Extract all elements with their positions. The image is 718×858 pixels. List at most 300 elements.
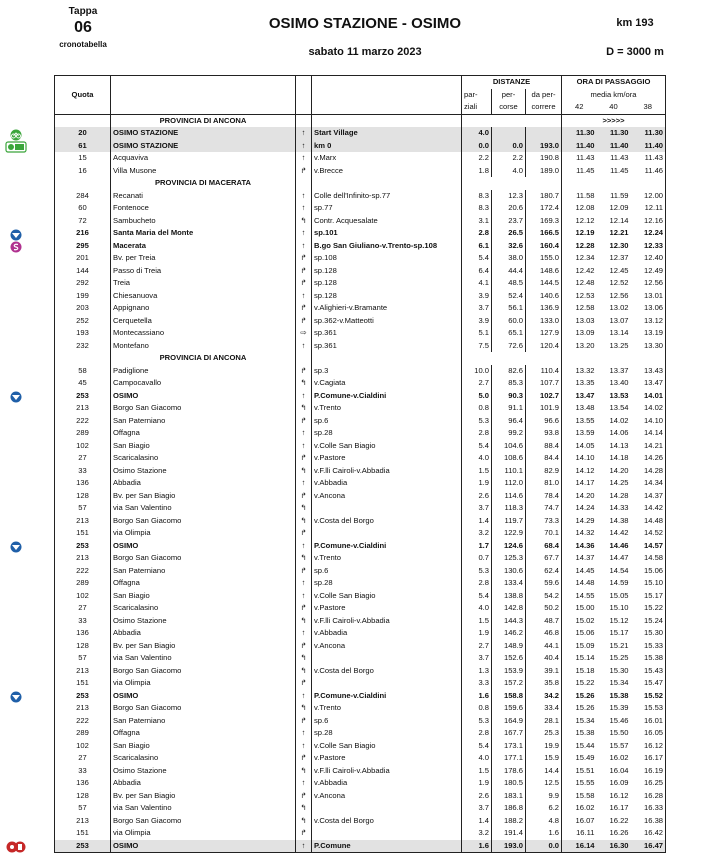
partial-km-cell: 1.4	[478, 815, 489, 825]
timetable-body	[55, 114, 666, 853]
remaining-km-cell: 120.4	[526, 340, 562, 353]
partial-km-cell: 3.2	[478, 828, 489, 838]
time-38-cell: 16.38	[631, 815, 666, 828]
time-40-cell: 15.39	[609, 703, 629, 713]
road-cell: sp.362-v.Matteotti	[312, 315, 462, 328]
direction-cell	[296, 177, 312, 190]
header-cell	[55, 76, 111, 89]
partial-km-cell: 2.2	[478, 153, 489, 163]
partial-km-cell: 1.7	[478, 540, 489, 550]
partial-km-cell: 1.6	[462, 840, 492, 853]
covered-km-cell: 177.1	[492, 752, 526, 765]
place-cell: via Olimpia	[111, 677, 296, 690]
place-cell: Abbadia	[111, 627, 296, 640]
table-row	[55, 752, 666, 765]
time-42-cell: 11.40	[562, 140, 597, 153]
table-row	[55, 602, 666, 615]
time-42-cell: 11.43	[562, 152, 597, 165]
time-42-cell: 14.20	[562, 490, 597, 503]
time-42-cell: 15.09	[562, 640, 597, 653]
road-cell: v.Pastore	[312, 752, 462, 765]
time-38-cell: 13.01	[631, 290, 666, 303]
road-cell	[312, 502, 462, 515]
time-38-cell: 11.30	[631, 127, 666, 140]
time-40-cell: 12.21	[609, 228, 629, 238]
time-40-cell: 14.18	[609, 453, 629, 463]
table-row	[55, 515, 666, 528]
time-42-cell: 12.34	[562, 252, 597, 265]
remaining-km-cell: 4.8	[526, 815, 562, 828]
quota-cell	[55, 114, 111, 127]
place-cell: Scaricalasino	[111, 602, 296, 615]
table-row	[55, 390, 666, 403]
direction-cell: ↰	[296, 502, 312, 515]
direction-cell: ↱	[296, 252, 312, 265]
time-40-cell: 13.54	[609, 403, 629, 413]
covered-km-cell: 144.3	[492, 615, 526, 628]
table-row	[55, 790, 666, 803]
direction-cell: ↑	[296, 590, 312, 603]
page-header	[0, 0, 718, 76]
place-cell: Borgo San Giacomo	[111, 515, 296, 528]
place-cell: Scaricalasino	[111, 752, 296, 765]
covered-km-cell: 119.7	[492, 515, 526, 528]
table-row	[55, 252, 666, 265]
remaining-km-cell: 166.5	[526, 227, 562, 240]
partial-km-cell: 5.4	[478, 440, 489, 450]
quota-cell: 222	[55, 715, 111, 728]
partial-km-cell: 2.8	[478, 578, 489, 588]
partial-km-cell: 5.4	[478, 253, 489, 263]
place-cell: Osimo Stazione	[111, 615, 296, 628]
direction-cell: ↑	[296, 477, 312, 490]
direction-cell: ↰	[296, 465, 312, 478]
partial-km-cell: 5.1	[478, 328, 489, 338]
partial-km-cell: 3.7	[478, 503, 489, 513]
quota-cell: 289	[55, 577, 111, 590]
road-cell: sp.361	[312, 327, 462, 340]
partial-km-cell: 5.3	[478, 565, 489, 575]
distance-cell	[462, 114, 562, 127]
time-38-cell: 14.28	[631, 465, 666, 478]
time-38-cell: 12.11	[631, 202, 666, 215]
quota-cell: 289	[55, 427, 111, 440]
table-row	[55, 290, 666, 303]
partial-km-cell: 5.4	[478, 740, 489, 750]
timetable	[54, 75, 666, 853]
quota-cell: 102	[55, 590, 111, 603]
table-row	[55, 202, 666, 215]
time-42-cell: 16.14	[562, 840, 597, 853]
remaining-km-cell: 190.8	[526, 152, 562, 165]
col-percorse-1: per-	[492, 89, 526, 102]
covered-km-cell: 96.4	[492, 415, 526, 428]
time-42-cell: 12.53	[562, 290, 597, 303]
quota-cell: 151	[55, 527, 111, 540]
road-cell: v.Colle San Biagio	[312, 590, 462, 603]
partial-km-cell: 1.9	[478, 478, 489, 488]
direction-cell: ↰	[296, 215, 312, 228]
quota-cell	[55, 177, 111, 190]
time-38-cell: 14.48	[631, 515, 666, 528]
remaining-km-cell: 155.0	[526, 252, 562, 265]
place-cell: via San Valentino	[111, 652, 296, 665]
time-40-cell: 13.02	[609, 303, 629, 313]
quota-cell: 292	[55, 277, 111, 290]
time-42-cell: 14.24	[562, 502, 597, 515]
partial-km-cell: 2.8	[478, 728, 489, 738]
remaining-km-cell: 74.7	[526, 502, 562, 515]
direction-arrows	[562, 352, 666, 365]
place-cell: Bv. per San Biagio	[111, 640, 296, 653]
direction-cell: ↰	[296, 552, 312, 565]
direction-cell: ↑	[296, 577, 312, 590]
quota-cell: 72	[55, 215, 111, 228]
col-ora-passaggio: ORA DI PASSAGGIO	[562, 76, 666, 89]
remaining-km-cell: 62.4	[526, 565, 562, 578]
direction-cell: ↱	[296, 265, 312, 278]
table-row	[55, 477, 666, 490]
time-38-cell: 16.12	[631, 740, 666, 753]
remaining-km-cell: 34.2	[526, 690, 562, 703]
covered-km-cell: 65.1	[492, 327, 526, 340]
time-38-cell: 12.00	[631, 190, 666, 203]
table-row	[55, 415, 666, 428]
place-cell: Passo di Treia	[111, 265, 296, 278]
road-cell: v.Costa del Borgo	[312, 815, 462, 828]
remaining-km-cell	[526, 127, 562, 140]
finish-icon	[5, 390, 27, 402]
quota-cell: 27	[55, 452, 111, 465]
partial-km-cell: 1.6	[478, 690, 489, 700]
road-cell	[312, 177, 462, 190]
col-speed-38: 38	[631, 101, 666, 114]
road-cell	[312, 114, 462, 127]
road-cell: v.Trento	[312, 552, 462, 565]
covered-km-cell: 85.3	[492, 377, 526, 390]
direction-cell: ↰	[296, 515, 312, 528]
covered-km-cell: 167.7	[492, 727, 526, 740]
place-cell: Recanati	[111, 190, 296, 203]
place-cell: OSIMO STAZIONE	[111, 127, 296, 140]
partial-km-cell: 0.7	[478, 553, 489, 563]
time-38-cell: 14.42	[631, 502, 666, 515]
time-42-cell: 14.48	[562, 577, 597, 590]
table-row	[55, 765, 666, 778]
direction-cell: ↰	[296, 665, 312, 678]
time-38-cell: 15.24	[631, 615, 666, 628]
time-38-cell: 16.47	[631, 840, 666, 853]
partial-km-cell: 1.4	[478, 515, 489, 525]
time-40-cell: 12.30	[609, 240, 629, 250]
covered-km-cell: 180.5	[492, 777, 526, 790]
remaining-km-cell: 148.6	[526, 265, 562, 278]
table-row	[55, 527, 666, 540]
place-cell: San Biagio	[111, 590, 296, 603]
remaining-km-cell: 67.7	[526, 552, 562, 565]
time-40-cell: 15.12	[609, 615, 629, 625]
time-38-cell: 12.40	[631, 252, 666, 265]
time-40-cell: 16.12	[609, 790, 629, 800]
col-speed-42: 42	[562, 101, 597, 114]
quota-cell: 253	[55, 540, 111, 553]
place-cell: Osimo Stazione	[111, 465, 296, 478]
time-40-cell: 15.21	[609, 640, 629, 650]
time-38-cell: 16.42	[631, 827, 666, 840]
place-cell: Sambucheto	[111, 215, 296, 228]
remaining-km-cell: 54.2	[526, 590, 562, 603]
time-40-cell: 13.37	[609, 365, 629, 375]
col-percorse-2: corse	[492, 101, 526, 114]
direction-cell: ↰	[296, 815, 312, 828]
place-cell: OSIMO	[111, 390, 296, 403]
time-38-cell: 15.53	[631, 702, 666, 715]
time-42-cell: 15.02	[562, 615, 597, 628]
table-row	[55, 165, 666, 178]
road-cell: v.Pastore	[312, 602, 462, 615]
time-42-cell: 16.02	[562, 802, 597, 815]
time-38-cell: 12.24	[631, 227, 666, 240]
time-38-cell: 14.21	[631, 440, 666, 453]
time-40-cell: 15.50	[609, 728, 629, 738]
road-cell: sp.108	[312, 252, 462, 265]
direction-cell: ↰	[296, 702, 312, 715]
partial-km-cell: 8.3	[478, 190, 489, 200]
elevation-gain: D = 3000 m	[606, 46, 664, 58]
time-38-cell: 13.47	[631, 377, 666, 390]
time-38-cell: 14.26	[631, 452, 666, 465]
time-40-cell: 14.46	[609, 540, 629, 550]
direction-cell: ↑	[296, 840, 312, 853]
remaining-km-cell: 189.0	[526, 165, 562, 178]
covered-km-cell: 158.8	[492, 690, 526, 703]
place-cell: OSIMO	[111, 840, 296, 853]
remaining-km-cell: 144.5	[526, 277, 562, 290]
doc-type: cronotabella	[59, 40, 107, 49]
road-cell	[312, 652, 462, 665]
header-cell	[111, 101, 296, 114]
time-42-cell: 16.11	[562, 827, 597, 840]
remaining-km-cell: 160.4	[526, 240, 562, 253]
road-cell: P.Comune	[312, 840, 462, 853]
header-cell	[312, 76, 462, 89]
road-cell: sp.28	[312, 427, 462, 440]
partial-km-cell: 3.1	[478, 215, 489, 225]
time-42-cell: 15.26	[562, 702, 597, 715]
covered-km-cell: 90.3	[492, 390, 526, 403]
remaining-km-cell: 140.6	[526, 290, 562, 303]
road-cell: sp.6	[312, 715, 462, 728]
quota-cell: 136	[55, 627, 111, 640]
partial-km-cell: 0.0	[462, 140, 492, 153]
partial-km-cell: 10.0	[474, 365, 489, 375]
table-row	[55, 327, 666, 340]
time-38-cell: 16.33	[631, 802, 666, 815]
quota-cell: 27	[55, 752, 111, 765]
partial-km-cell: 4.0	[478, 603, 489, 613]
time-42-cell: 12.42	[562, 265, 597, 278]
quota-cell: 33	[55, 765, 111, 778]
quota-cell: 213	[55, 515, 111, 528]
direction-cell: ↱	[296, 602, 312, 615]
covered-km-cell: 52.4	[492, 290, 526, 303]
time-40-cell: 14.28	[609, 490, 629, 500]
table-row	[55, 840, 666, 853]
table-row	[55, 140, 666, 153]
time-40-cell: 16.17	[609, 803, 629, 813]
header-cell	[296, 76, 312, 89]
quota-cell: 16	[55, 165, 111, 178]
col-parziali-1: par-	[464, 89, 478, 99]
time-38-cell: 14.57	[631, 540, 666, 553]
direction-cell: ↑	[296, 202, 312, 215]
partial-km-cell: 0.8	[478, 403, 489, 413]
header-cell	[312, 101, 462, 114]
quota-cell: 58	[55, 365, 111, 378]
table-row	[55, 127, 666, 140]
remaining-km-cell: 73.3	[526, 515, 562, 528]
road-cell: v.Ancona	[312, 640, 462, 653]
time-40-cell: 14.54	[609, 565, 629, 575]
quota-cell: 213	[55, 402, 111, 415]
quota-cell	[55, 352, 111, 365]
remaining-km-cell: 39.1	[526, 665, 562, 678]
table-row	[55, 302, 666, 315]
time-40-cell: 14.38	[609, 515, 629, 525]
gpm-icon	[5, 228, 27, 240]
table-row	[55, 227, 666, 240]
partial-km-cell: 2.7	[478, 378, 489, 388]
time-42-cell: 13.32	[562, 365, 597, 378]
direction-arrows: >>>>>	[562, 114, 666, 127]
time-40-cell: 13.53	[609, 390, 629, 400]
time-42-cell: 15.49	[562, 752, 597, 765]
direction-cell: ↑	[296, 440, 312, 453]
covered-km-cell: 23.7	[492, 215, 526, 228]
partial-km-cell: 1.5	[478, 615, 489, 625]
time-40-cell: 15.30	[609, 665, 629, 675]
road-cell: v.Trento	[312, 402, 462, 415]
place-cell: Abbadia	[111, 477, 296, 490]
quota-cell: 203	[55, 302, 111, 315]
remaining-km-cell: 93.8	[526, 427, 562, 440]
covered-km-cell: 48.5	[492, 277, 526, 290]
place-cell: via San Valentino	[111, 502, 296, 515]
place-cell: San Paterniano	[111, 715, 296, 728]
direction-cell: ↑	[296, 127, 312, 140]
direction-cell: ↰	[296, 765, 312, 778]
table-row	[55, 665, 666, 678]
remaining-km-cell: 68.4	[526, 540, 562, 553]
header-cell	[55, 101, 111, 114]
place-cell: Bv. per Treia	[111, 252, 296, 265]
partial-km-cell: 6.1	[478, 240, 489, 250]
time-42-cell: 15.58	[562, 790, 597, 803]
road-cell: sp.77	[312, 202, 462, 215]
time-42-cell: 14.45	[562, 565, 597, 578]
time-38-cell: 16.01	[631, 715, 666, 728]
place-cell: Offagna	[111, 577, 296, 590]
direction-cell: ↱	[296, 452, 312, 465]
remaining-km-cell: 193.0	[526, 140, 562, 153]
place-cell: Borgo San Giacomo	[111, 552, 296, 565]
direction-cell: ↱	[296, 565, 312, 578]
remaining-km-cell: 40.4	[526, 652, 562, 665]
direction-cell: ↑	[296, 227, 312, 240]
time-38-cell: 16.05	[631, 727, 666, 740]
time-38-cell: 15.22	[631, 602, 666, 615]
table-row	[55, 502, 666, 515]
covered-km-cell: 2.2	[492, 152, 526, 165]
partial-km-cell: 5.0	[478, 390, 489, 400]
direction-cell: ↱	[296, 415, 312, 428]
remaining-km-cell: 46.8	[526, 627, 562, 640]
covered-km-cell: 130.6	[492, 565, 526, 578]
total-distance: km 193	[616, 17, 654, 29]
quota-cell: 213	[55, 552, 111, 565]
place-cell: via San Valentino	[111, 802, 296, 815]
place-cell: Treia	[111, 277, 296, 290]
remaining-km-cell: 44.1	[526, 640, 562, 653]
road-cell: sp.28	[312, 727, 462, 740]
quota-cell: 289	[55, 727, 111, 740]
place-cell: Padiglione	[111, 365, 296, 378]
direction-cell: ↑	[296, 740, 312, 753]
time-38-cell: 15.10	[631, 577, 666, 590]
covered-km-cell: 146.2	[492, 627, 526, 640]
table-row	[55, 277, 666, 290]
time-40-cell: 11.45	[610, 165, 629, 175]
place-cell: Scaricalasino	[111, 452, 296, 465]
quota-cell: 252	[55, 315, 111, 328]
time-40-cell: 13.25	[609, 340, 629, 350]
table-row	[55, 340, 666, 353]
direction-cell: ↑	[296, 627, 312, 640]
covered-km-cell: 173.1	[492, 740, 526, 753]
road-cell: sp.6	[312, 415, 462, 428]
time-42-cell: 12.12	[562, 215, 597, 228]
road-cell: v.Cagiata	[312, 377, 462, 390]
covered-km-cell: 125.3	[492, 552, 526, 565]
time-38-cell: 15.33	[631, 640, 666, 653]
partial-km-cell: 5.4	[478, 590, 489, 600]
partial-km-cell: 1.9	[478, 628, 489, 638]
remaining-km-cell: 59.6	[526, 577, 562, 590]
direction-cell: ↱	[296, 827, 312, 840]
time-38-cell: 11.43	[631, 152, 666, 165]
direction-cell: ↰	[296, 402, 312, 415]
direction-cell: ↑	[296, 140, 312, 153]
time-42-cell: 14.12	[562, 465, 597, 478]
time-42-cell: 15.34	[562, 715, 597, 728]
time-42-cell: 15.14	[562, 652, 597, 665]
time-40-cell: 11.43	[610, 153, 629, 163]
time-42-cell: 15.00	[562, 602, 597, 615]
remaining-km-cell: 70.1	[526, 527, 562, 540]
quota-cell: 216	[55, 227, 111, 240]
road-cell: P.Comune-v.Cialdini	[312, 390, 462, 403]
table-row	[55, 640, 666, 653]
time-42-cell: 12.19	[562, 227, 597, 240]
table-row	[55, 465, 666, 478]
covered-km-cell: 142.8	[492, 602, 526, 615]
time-40-cell: 14.02	[609, 415, 629, 425]
place-cell: Borgo San Giacomo	[111, 402, 296, 415]
time-38-cell: 14.58	[631, 552, 666, 565]
remaining-km-cell: 127.9	[526, 327, 562, 340]
time-38-cell: 13.30	[631, 340, 666, 353]
remaining-km-cell: 82.9	[526, 465, 562, 478]
